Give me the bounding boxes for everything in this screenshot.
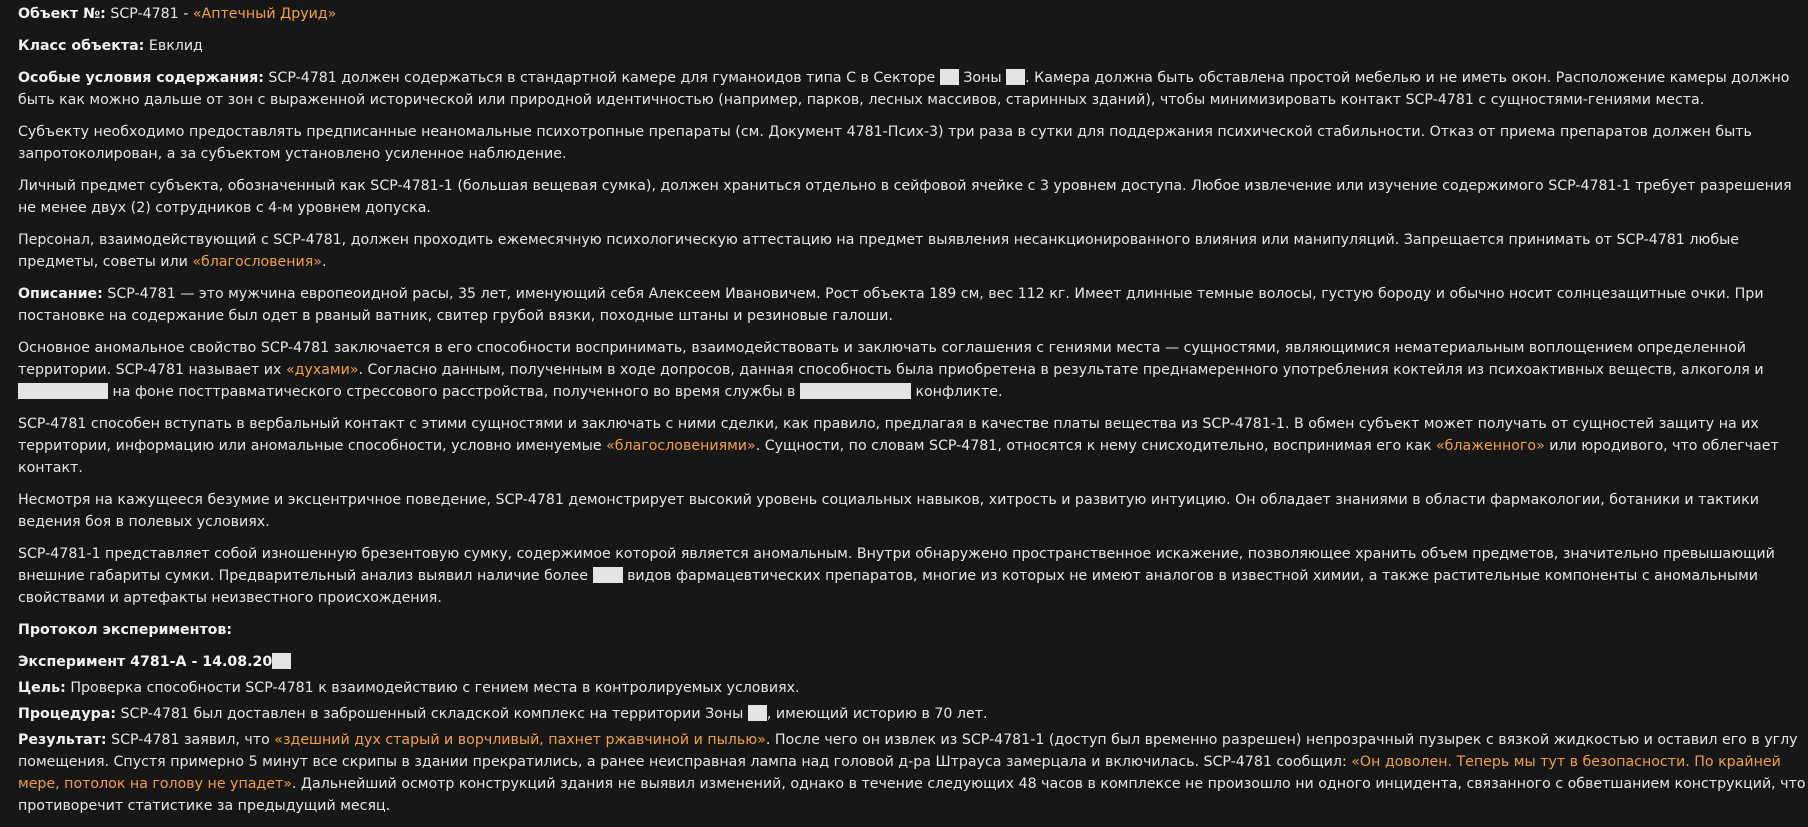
description-paragraph-3 (18, 413, 1808, 479)
containment-text: Персонал, взаимодействующий с SCP-4781, должен проходить ежемесячную психологическую аттестацию на предмет выявления несанкционированного влияния или манипуляций. Запрещается принимать от SCP-4781 любые предметы, советы или (18, 232, 1740, 270)
result-text: . Дальнейший осмотр конструкций здания не выявил изменений, однако в течение следующих 48 часов в комплексе не произошло ни одного инцидента, связанного с обветшанием конструкций, что противоречит статистике за предыдущий месяц. (18, 776, 1806, 814)
highlight-blessed: «блаженного» (1436, 438, 1545, 454)
object-number: SCP-4781 (110, 6, 179, 22)
containment-text: . Камера должна быть обставлена простой мебелью и не иметь окон. Расположение камеры должно быть как можно дальше от зон с выраженной исторической или природной идентичностью (например, парков, лесных массивов, старинных зданий), чтобы минимизировать контакт SCP-4781 с сущностями-гениями места. (18, 70, 1790, 108)
object-class-line (18, 35, 1808, 57)
highlight-quote: «здешний дух старый и ворчливый, пахнет ржавчиной и пылью» (274, 732, 766, 748)
protocol-heading-text: Протокол экспериментов: (18, 622, 233, 638)
experiment-title-text: Эксперимент 4781-А - 14.08.20 (18, 654, 273, 670)
highlight-blessings: «благословения» (192, 254, 322, 270)
procedure-label: Процедура: (18, 706, 117, 722)
experiment-title (18, 651, 1808, 673)
experiment-result (18, 729, 1808, 817)
description-text: или юродивого, что облегчает контакт. (18, 438, 1779, 476)
redacted-block (593, 567, 623, 583)
object-class-value: Евклид (148, 38, 203, 54)
containment-text: Зоны (963, 70, 1002, 86)
description-text: SCP-4781 — это мужчина европеоидной расы, 35 лет, именующий себя Алексеем Ивановичем. Рост объекта 189 см, вес 112 кг. Имеет длинные темные волосы, густую бороду и обычно носит солнцезащитные очки. При постановке на содержание был одет в рваный ватник, свитер грубой вязки, походные штаны и резиновые галоши. (18, 286, 1764, 324)
description-text: SCP-4781-1 представляет собой изношенную брезентовую сумку, содержимое которой является аномальным. Внутри обнаружено пространственное искажение, позволяющее хранить объем предметов, значительно превышающий внешние габариты сумки. Предварительный анализ выявил наличие более (18, 546, 1775, 584)
containment-text: SCP-4781 должен содержаться в стандартной камере для гуманоидов типа С в Секторе (268, 70, 936, 86)
procedure-text: SCP-4781 был доставлен в заброшенный складской комплекс на территории Зоны (120, 706, 744, 722)
description-text: на фоне посттравматического стрессового расстройства, полученного во время службы в (112, 384, 796, 400)
object-number-label: Объект №: (18, 6, 106, 22)
experiment-goal (18, 677, 1808, 699)
title-separator: - (183, 6, 189, 22)
goal-text: Проверка способности SCP-4781 к взаимодействию с гением места в контролируемых условиях. (70, 680, 800, 696)
punctuation: . (322, 254, 327, 270)
redacted-block (18, 383, 108, 399)
containment-paragraph-3: Личный предмет субъекта, обозначенный как SCP-4781-1 (большая вещевая сумка), должен храниться отдельно в сейфовой ячейке с 3 уровнем доступа. Любое извлечение или изучение содержимого SCP-4781-1 требует разрешения не менее двух (2) сотрудников с 4-м уровнем допуска. (18, 178, 1792, 216)
protocol-heading (18, 619, 1808, 641)
description-paragraph-1 (18, 283, 1808, 327)
object-class-label: Класс объекта: (18, 38, 145, 54)
description-text: . Согласно данным, полученным в ходе допросов, данная способность была приобретена в результате преднамеренного употребления коктейля из психоактивных веществ, алкоголя и (358, 362, 1764, 378)
result-text: SCP-4781 заявил, что (111, 732, 270, 748)
result-text: . После чего он извлек из SCP-4781-1 (доступ был временно разрешен) непрозрачный пузырек с вязкой жидкостью и оставил его в углу помещения. Спустя примерно 5 минут все скрипы в здании прекратились, а ранее неисправная лампа над головой д-ра Штрауса замерцала и включилась. SCP-4781 сообщил: (18, 732, 1798, 770)
description-text: конфликте. (915, 384, 1003, 400)
containment-paragraph-4 (18, 229, 1808, 273)
redacted-block (748, 705, 767, 721)
description-text: . Сущности, по словам SCP-4781, относятся к нему снисходительно, воспринимая его как (755, 438, 1432, 454)
redacted-block (1006, 69, 1025, 85)
experiment-procedure (18, 703, 1808, 725)
containment-paragraph-2: Субъекту необходимо предоставлять предписанные неаномальные психотропные препараты (см. Документ 4781-Псих-3) три раза в сутки для поддержания психической стабильности. Отказ от приема препаратов должен быть запротоколирован, а за субъектом установлено усиленное наблюдение. (18, 124, 1752, 162)
description-text: SCP-4781 способен вступать в вербальный контакт с этими сущностями и заключать с ними сделки, как правило, предлагая в качестве платы вещества из SCP-4781-1. В обмен субъект может получать от сущностей защиту на их территории, информацию или аномальные способности, условно именуемые (18, 416, 1759, 454)
redacted-block (800, 383, 911, 399)
procedure-text: , имеющий историю в 70 лет. (766, 706, 988, 722)
highlight-blessings: «благословениями» (606, 438, 756, 454)
description-label: Описание: (18, 286, 103, 302)
object-nickname: «Аптечный Друид» (192, 6, 337, 22)
goal-label: Цель: (18, 680, 66, 696)
result-label: Результат: (18, 732, 107, 748)
redacted-block (272, 653, 291, 669)
highlight-quote: «Он доволен. Теперь мы тут в безопасности. По крайней мере, потолок на голову не упадет» (18, 754, 1781, 792)
description-paragraph-4: Несмотря на кажущееся безумие и эксцентричное поведение, SCP-4781 демонстрирует высокий уровень социальных навыков, хитрость и развитую интуицию. Он обладает знаниями в области фармакологии, ботаники и тактики ведения боя в полевых условиях. (18, 492, 1759, 530)
description-paragraph-5 (18, 543, 1808, 609)
scp-document (18, 3, 1808, 827)
highlight-spirits: «духами» (285, 362, 359, 378)
object-number-line (18, 3, 1808, 25)
containment-label: Особые условия содержания: (18, 70, 264, 86)
redacted-block (940, 69, 959, 85)
description-text: Основное аномальное свойство SCP-4781 заключается в его способности воспринимать, взаимодействовать и заключать соглашения с гениями места — сущностями, являющимися нематериальным воплощением определенной территории. SCP-4781 называет их (18, 340, 1746, 378)
description-text: видов фармацевтических препаратов, многие из которых не имеют аналогов в известной химии, а также растительные компоненты с аномальными свойствами и артефакты неизвестного происхождения. (18, 568, 1759, 606)
containment-paragraph-1 (18, 67, 1808, 111)
description-paragraph-2 (18, 337, 1808, 403)
